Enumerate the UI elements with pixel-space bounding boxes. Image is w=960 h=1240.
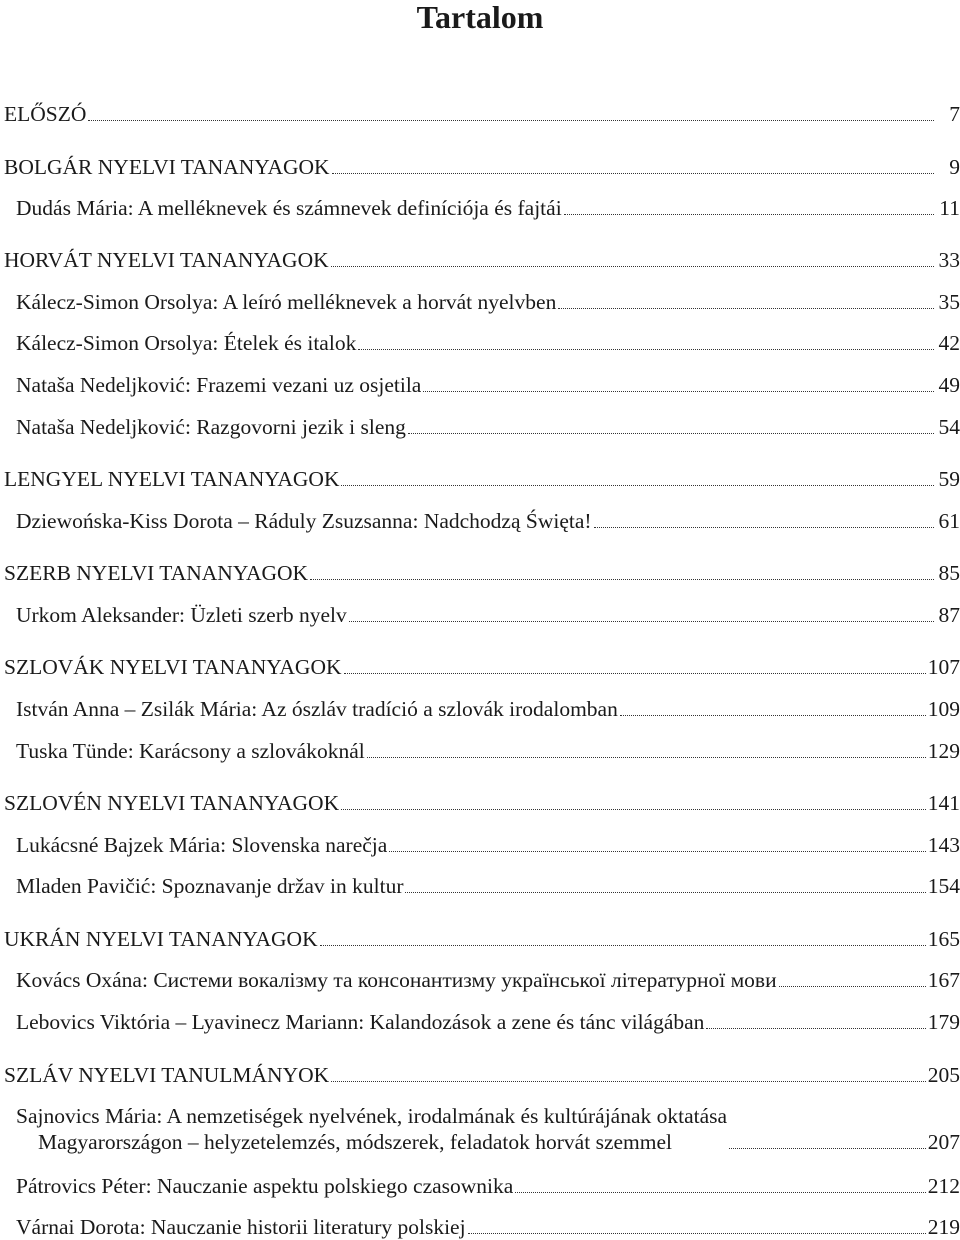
toc-entry-title: Kovács Oxána: Системи вокалізму та консонантизму української літературної мови xyxy=(16,968,777,992)
toc-page-number: 59 xyxy=(938,467,960,491)
toc-page-number: 179 xyxy=(927,1010,960,1034)
toc-section-bolgar[interactable] xyxy=(4,150,960,180)
dot-leader xyxy=(408,432,934,434)
toc-page-number: 85 xyxy=(938,561,960,585)
toc-entry-dudas[interactable] xyxy=(16,191,960,221)
toc-entry-title-line-1: Sajnovics Mária: A nemzetiségek nyelvének, irodalmának és kultúrájának oktatása xyxy=(16,1104,728,1128)
dot-leader xyxy=(341,808,926,810)
toc-entry-title: Nataša Nedeljković: Frazemi vezani uz osjetila xyxy=(16,373,422,397)
toc-section-lengyel[interactable] xyxy=(4,462,960,492)
toc-entry-title: Dudás Mária: A melléknevek és számnevek definíciója és fajtái xyxy=(16,196,562,220)
dot-leader xyxy=(341,484,934,486)
toc-page-number: 61 xyxy=(938,509,960,533)
toc-entry-title: SZLOVÉN NYELVI TANANYAGOK xyxy=(4,791,340,815)
dot-leader xyxy=(468,1232,926,1234)
toc-entry-title: Pátrovics Péter: Nauczanie aspektu polskiego czasownika xyxy=(16,1174,514,1198)
toc-entry-pavicic[interactable] xyxy=(16,869,960,899)
dot-leader xyxy=(405,891,925,893)
toc-entry-eloszo[interactable] xyxy=(4,97,960,127)
dot-leader xyxy=(779,985,926,987)
toc-page-number: 129 xyxy=(927,739,960,763)
dot-leader xyxy=(358,348,934,350)
toc-entry-lukacsne[interactable] xyxy=(16,828,960,858)
toc-entry-nedeljkovic-2[interactable] xyxy=(16,410,960,440)
toc-page-number: 154 xyxy=(927,874,960,898)
dot-leader xyxy=(331,265,934,267)
toc-page-number: 11 xyxy=(939,196,960,220)
toc-entry-title: Kálecz-Simon Orsolya: Ételek és italok xyxy=(16,331,357,355)
toc-entry-title: ELŐSZÓ xyxy=(4,102,87,126)
toc-section-szloven[interactable] xyxy=(4,786,960,816)
toc-page-number: 54 xyxy=(938,415,960,439)
toc-page-number: 109 xyxy=(927,697,960,721)
dot-leader xyxy=(515,1191,925,1193)
toc-entry-title: Nataša Nedeljković: Razgovorni jezik i sleng xyxy=(16,415,406,439)
toc-entry-title-line-2: Magyarországon – helyzetelemzés, módszerek, feladatok horvát szemmel xyxy=(38,1130,672,1154)
dot-leader xyxy=(706,1027,925,1029)
toc-entry-nedeljkovic-1[interactable] xyxy=(16,368,960,398)
dot-leader xyxy=(620,714,926,716)
toc-entry-title: Mladen Pavičić: Spoznavanje držav in kultur xyxy=(16,874,404,898)
toc-entry-title: SZERB NYELVI TANANYAGOK xyxy=(4,561,309,585)
dot-leader xyxy=(332,172,934,174)
toc-entry-patrovics[interactable] xyxy=(16,1169,960,1199)
dot-leader xyxy=(344,672,926,674)
toc-entry-urkom[interactable] xyxy=(16,598,960,628)
toc-section-ukran[interactable] xyxy=(4,922,960,952)
toc-entry-title: Várnai Dorota: Nauczanie historii literatury polskiej xyxy=(16,1215,466,1239)
toc-entry-title: Lukácsné Bajzek Mária: Slovenska narečja xyxy=(16,833,388,857)
toc-page-number: 7 xyxy=(949,102,960,126)
toc-entry-title: Lebovics Viktória – Lyavinecz Mariann: Kalandozások a zene és tánc világában xyxy=(16,1010,705,1034)
toc-entry-kalecz-2[interactable] xyxy=(16,326,960,356)
toc-entry-tuska[interactable] xyxy=(16,734,960,764)
toc-entry-title: István Anna – Zsilák Mária: Az ószláv tradíció a szlovák irodalomban xyxy=(16,697,618,721)
toc-section-szerb[interactable] xyxy=(4,556,960,586)
toc-page-number: 167 xyxy=(927,968,960,992)
toc-page-number: 219 xyxy=(927,1215,960,1239)
toc-page-number: 33 xyxy=(938,248,960,272)
dot-leader xyxy=(594,526,934,528)
dot-leader xyxy=(310,578,934,580)
toc-entry-title: LENGYEL NYELVI TANANYAGOK xyxy=(4,467,340,491)
toc-entry-title: Dziewońska-Kiss Dorota – Ráduly Zsuzsanna: Nadchodzą Święta! xyxy=(16,509,592,533)
dot-leader xyxy=(320,944,926,946)
toc-section-szlav[interactable] xyxy=(4,1058,960,1088)
toc-entry-title: HORVÁT NYELVI TANANYAGOK xyxy=(4,248,329,272)
dot-leader xyxy=(389,850,925,852)
toc-entry-title: Urkom Aleksander: Üzleti szerb nyelv xyxy=(16,603,347,627)
toc-entry-title xyxy=(16,1103,727,1155)
toc-entry-kalecz-1[interactable] xyxy=(16,285,960,315)
dot-leader xyxy=(331,1080,926,1082)
toc-entry-istvan[interactable] xyxy=(16,692,960,722)
toc-entry-title: Tuska Tünde: Karácsony a szlovákoknál xyxy=(16,739,365,763)
dot-leader xyxy=(423,390,934,392)
toc-entry-title: BOLGÁR NYELVI TANANYAGOK xyxy=(4,155,330,179)
page-title: Tartalom xyxy=(416,0,544,35)
toc-page-number: 49 xyxy=(938,373,960,397)
dot-leader xyxy=(349,620,934,622)
toc-entry-sajnovics[interactable] xyxy=(16,1099,960,1155)
toc-page-number: 143 xyxy=(927,833,960,857)
toc-entry-varnai[interactable] xyxy=(16,1210,960,1240)
toc-entry-title: UKRÁN NYELVI TANANYAGOK xyxy=(4,927,318,951)
toc-page-number: 42 xyxy=(938,331,960,355)
dot-leader xyxy=(88,119,934,121)
toc-page-number: 107 xyxy=(927,655,960,679)
dot-leader xyxy=(564,213,934,215)
toc-entry-title: Kálecz-Simon Orsolya: A leíró melléknevek a horvát nyelvben xyxy=(16,290,557,314)
toc-entry-title: SZLOVÁK NYELVI TANANYAGOK xyxy=(4,655,342,679)
toc-page-number: 141 xyxy=(927,791,960,815)
toc-entry-dziewonska[interactable] xyxy=(16,504,960,534)
toc-page-number: 87 xyxy=(938,603,960,627)
dot-leader xyxy=(367,756,926,758)
toc-entry-title: SZLÁV NYELVI TANULMÁNYOK xyxy=(4,1063,330,1087)
toc-section-horvat[interactable] xyxy=(4,243,960,273)
toc-section-szlovak[interactable] xyxy=(4,650,960,680)
dot-leader xyxy=(729,1147,926,1149)
toc-entry-kovacs[interactable] xyxy=(16,963,960,993)
toc-page-number: 212 xyxy=(927,1174,960,1198)
toc-page-number: 165 xyxy=(927,927,960,951)
toc-entry-lebovics[interactable] xyxy=(16,1005,960,1035)
toc-page-number: 207 xyxy=(927,1130,960,1154)
toc-page-number: 9 xyxy=(949,155,960,179)
toc-page-number: 35 xyxy=(938,290,960,314)
dot-leader xyxy=(558,307,934,309)
toc-page-number: 205 xyxy=(927,1063,960,1087)
